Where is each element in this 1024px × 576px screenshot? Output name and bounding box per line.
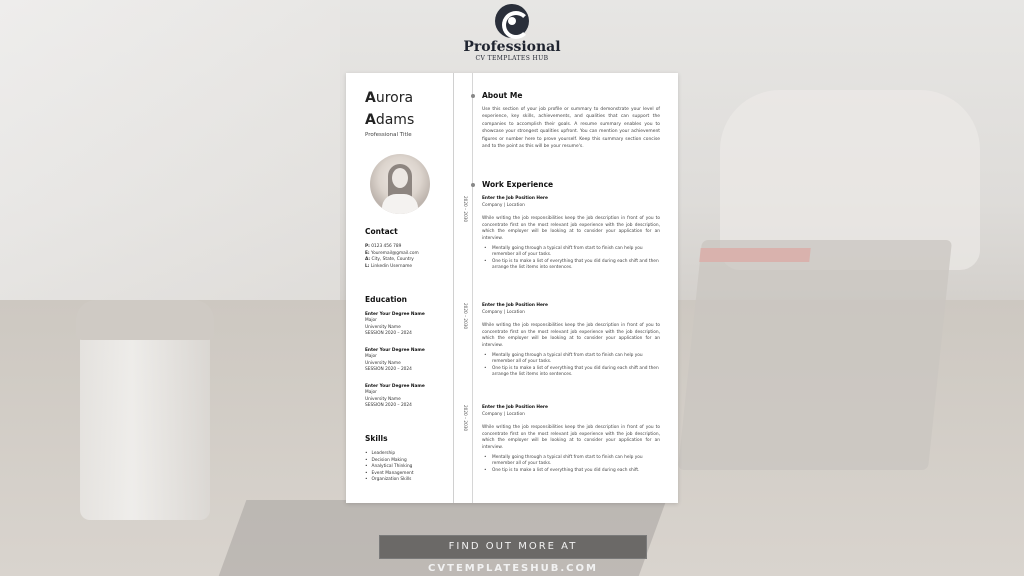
logo-title: Professional [463, 39, 561, 55]
contact-details [365, 244, 419, 270]
job-bullets [482, 246, 660, 272]
resume-page [346, 73, 678, 503]
job-bullet: • Mentally going through a typical shift from start to finish can help you remember all of your tasks. [482, 353, 660, 366]
timeline-dot [471, 94, 475, 98]
about-text: Use this section of your job profile or summary to demonstrate your level of experience, key skills, achievements, and qualities that can support the companies to accomplish their goals. A resume summary enables you to showcase your strongest qualities upfront. You can mention your achievement figures or number here to prove yourself. Keep this summary section concise and to the point as this will be your resume's. [482, 107, 660, 150]
skills-heading: Skills [365, 434, 388, 443]
education-heading: Education [365, 295, 407, 304]
contact-email: E: Youremail@gmail.com [365, 250, 419, 256]
skill-item: • Analytical Thinking [365, 464, 414, 471]
education-item: Enter Your Degree Name Major University Name SESSION 2020 – 2024 [365, 384, 425, 409]
job-bullets [482, 455, 660, 475]
work-experience-heading: Work Experience [482, 180, 554, 189]
professional-title: Professional Title [365, 132, 412, 138]
education-item: Enter Your Degree Name Major University Name SESSION 2020 – 2024 [365, 312, 425, 337]
job-entry [482, 196, 660, 272]
skill-item: • Leadership [365, 451, 414, 458]
job-description: While writing the job responsibilities keep the job description in front of you to concentrate first on the most relevant job experience with the job description, which the employer will be looking at to consider your application for an interview. [482, 425, 660, 450]
contact-phone: P: 0123 456 789 [365, 244, 402, 249]
job-bullet: • Mentally going through a typical shift from start to finish can help you remember all of your tasks. [482, 246, 660, 259]
job-bullet: • Mentally going through a typical shift from start to finish can help you remember all of your tasks. [482, 455, 660, 468]
skill-item: • Decision Making [365, 458, 414, 465]
skills-list [365, 451, 414, 484]
resume-right-column [482, 73, 662, 503]
about-heading: About Me [482, 91, 523, 100]
job-description: While writing the job responsibilities keep the job description in front of you to concentrate first on the most relevant job experience with the job description, which the employer will be looking at to consider your application for an interview. [482, 323, 660, 348]
last-name: Adams [365, 112, 415, 128]
find-out-more-link[interactable]: FIND OUT MORE AT CVTEMPLATESHUB.COM [379, 535, 647, 559]
first-name: Aurora [365, 90, 414, 106]
job-company: Company | Location [482, 309, 525, 315]
skill-item: • Event Management [365, 471, 414, 478]
job-title: Enter the Job Position Here [482, 196, 548, 201]
job-description: While writing the job responsibilities keep the job description in front of you to concentrate first on the most relevant job experience with the job description, which the employer will be looking at to consider your application for an interview. [482, 216, 660, 241]
resume-left-column [346, 73, 453, 503]
contact-heading: Contact [365, 227, 398, 236]
job-years: 2020 – 2030 [463, 303, 468, 330]
job-bullet: • One tip is to make a list of everything that you did during each shift. [482, 468, 660, 475]
job-entry [482, 405, 660, 474]
job-title: Enter the Job Position Here [482, 405, 548, 410]
job-company: Company | Location [482, 411, 525, 417]
job-title: Enter the Job Position Here [482, 303, 548, 308]
job-years: 2020 – 2030 [463, 405, 468, 432]
education-item: Enter Your Degree Name Major University Name SESSION 2020 – 2024 [365, 348, 425, 373]
logo-subtitle: CV TEMPLATES HUB [475, 55, 549, 62]
contact-address: A: City, State, Country [365, 257, 414, 262]
job-entry [482, 303, 660, 379]
profile-photo [370, 154, 430, 214]
timeline-line [472, 73, 473, 503]
job-bullets [482, 353, 660, 379]
column-divider [453, 73, 454, 503]
brand-logo [460, 4, 564, 62]
logo-swirl-icon [495, 4, 529, 38]
timeline-dot [471, 183, 475, 187]
job-bullet: • One tip is to make a list of everything that you did during each shift and then arrange the list items into sentences. [482, 259, 660, 272]
skill-item: • Organization Skills [365, 477, 414, 484]
contact-linkedin: L: Linkedin Username [365, 263, 413, 269]
job-years: 2020 – 2030 [463, 196, 468, 223]
job-bullet: • One tip is to make a list of everything that you did during each shift and then arrange the list items into sentences. [482, 366, 660, 379]
job-company: Company | Location [482, 202, 525, 208]
